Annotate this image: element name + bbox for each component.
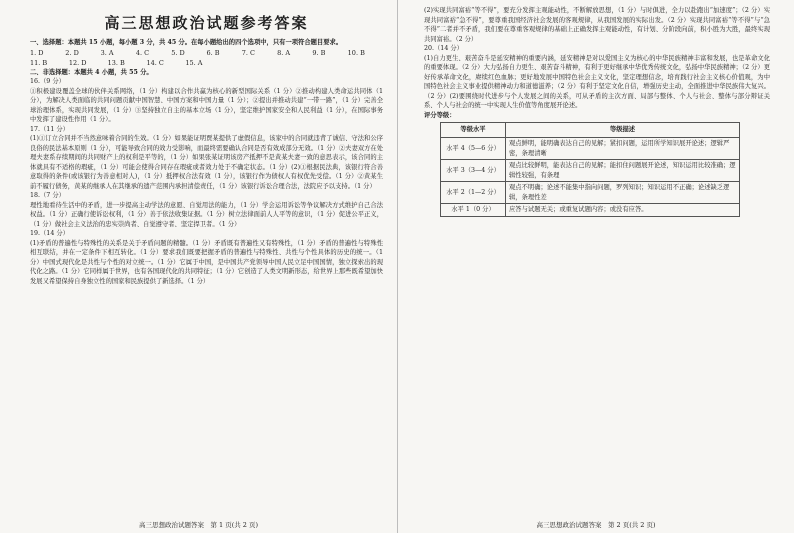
rubric-description: 观点鲜明，能明确表达自己的见解；紧扣问题，运用所学知识展开论述；逻辑严密，条理清晰 (506, 138, 740, 160)
answer-item: 8. A (277, 48, 291, 57)
rubric-header-desc: 等级描述 (506, 123, 740, 138)
q19-heading: 19.（14 分） (30, 230, 69, 237)
answer-row-2 (30, 58, 383, 68)
answer-item: 1. D (30, 48, 44, 57)
rubric-header-level: 等级水平 (441, 123, 506, 138)
q20-answer: (1)自力更生、艰苦奋斗是延安精神的重要内涵，延安精神是对以爱国主义为核心的中华民族精神丰富和发展，也是革命文化的重要体现。（2 分）大力弘扬自力更生、艰苦奋斗精神，有利于更好继承中华优秀传统文化，弘扬中华民族精神；（2 分）更好传承革命文化，赓续红色血脉；更好地发展中国特色社会主义文化，坚定理想信念，培育践行社会主义核心价值观，为中国特色社会主义事业提供精神动力和道德滋养；（2 分）有利于坚定文化自信，增强历史主动，全面推进中华民族伟大复兴。（2 分）(2)要围绕时代进步与个人发展之间的关系，可从矛盾的主次方面、局部与整体、个人与社会、整体与部分辩证关系、个人与社会的统一中实现人生价值等角度展开论述。 (424, 54, 770, 109)
rubric-level: 水平 3（3—4 分） (441, 160, 506, 182)
page-footer: 高三思想政治试题答案 第 1 页(共 2 页) (138, 521, 259, 529)
section1-heading: 一、选择题：本题共 15 小题，每小题 3 分，共 45 分。在每小题给出的四个选项中，只有一项符合题目要求。 (30, 39, 343, 46)
rubric-description: 观点比较鲜明，能表达自己的见解；能扣住问题展开论述，知识运用比较准确；逻辑性较强，有条理 (506, 160, 740, 182)
answer-item: 13. B (107, 58, 125, 67)
rubric-level: 水平 1（0 分） (441, 204, 506, 217)
answer-item: 5. D (171, 48, 185, 57)
rubric-row (441, 182, 740, 204)
answer-page-2 (398, 0, 794, 533)
rubric-row (441, 160, 740, 182)
rubric-level: 水平 4（5—6 分） (441, 138, 506, 160)
rubric-row (441, 204, 740, 217)
q18-answer: 理性地看待生活中的矛盾，进一步提高主动学法的意愿、自觉用法的能力，（1 分）学会运用诉讼等争议解决方式维护自己合法权益。（1 分）正确行使诉讼权利，（1 分）善于依法收集证据。（1 分）树立法律面前人人平等的意识，（1 分）促进公平正义，（1 分）做社会主义法治的忠实崇尚者、自觉遵守者、坚定捍卫者。（1 分） (30, 201, 383, 228)
q17-heading: 17.（11 分） (30, 125, 69, 133)
answer-item: 15. A (185, 58, 203, 67)
answer-item: 7. C (241, 48, 256, 57)
answer-row-1 (30, 48, 383, 58)
answer-item: 6. B (206, 48, 220, 57)
q16-heading: 16.（9 分） (30, 78, 65, 85)
page-footer: 高三思想政治试题答案 第 2 页(共 2 页) (536, 521, 656, 529)
answer-item: 12. D (68, 58, 87, 67)
document-title: 高三思想政治试题参考答案 (104, 14, 309, 32)
q16-answer: ①积极建设覆盖全球的伙伴关系网络，（1 分）构建以合作共赢为核心的新型国际关系（1 分）②推动构建人类命运共同体（1 分），为解决人类面临的共同问题贡献中国智慧、中国方案和中国力量（1 分）；②提出并推动共建“一带一路”，（1 分）完善全球治理体系，实现共同发展，（1 分）③坚持独立自主的基本立场（1 分），坚定维护国家安全和人民利益（1 分），在国际事务中发挥了建设性作用（1 分）。 (30, 87, 383, 123)
q19-answer-continued: (2)实现共同富裕“等不得”，要充分发挥主观能动性，不断解放思想，（1 分）与时俱进，全力以赴跑出“加速度”；（2 分）实现共同富裕“急不得”，要尊重我国经济社会发展的客观规律，从我国发展的实际出发。（2 分）实现共同富裕“等不得”与“急不得”二者并不矛盾，我们要在尊重客观规律的基础上正确发挥主观能动性，有计划、分阶段向前，积小胜为大胜，最终实现共同富裕。（2 分） (424, 7, 770, 43)
rubric-level: 水平 2（1—2 分） (441, 182, 506, 204)
rubric-description: 观点不明确；论述不能集中指向问题，罗列知识；知识运用不正确；论述缺乏逻辑，条理性差 (506, 182, 740, 204)
rubric-row (441, 138, 740, 160)
rubric-table (440, 122, 740, 217)
q17-answer: (1)①订立合同并不当然意味着合同的生效。（1 分）如果能证明贾某提供了虚假信息，该家中的合同就违背了诚信、守法和公序良俗的民法基本原则（1 分），可能导致合同的效力受影响，而最终需要确认合同是否有效成部分无效。（1 分）②夫妻双方在处理夫妻系存续期间的共同财产上的权利是平等的，（1 分）如果张某证明该房产抵押不是黄某夫妻一致的意思表示，该合同的主体就具有不适格的瑕疵，（1 分）可能会使得合同存在瑕疵或者效力处于不确定状态。（1 分）(2)①根据民法典，该银行符合善意取得的条件(或该银行为善意相对人)，（1 分）抵押权合法有效（1 分），该银行作为债权人有权优先受偿。（1 分）②黄某生前不履行债务，黄某的继承人在其继承的遗产范围内承担清偿责任，（1 分）该银行诉讼合理合法，法院应予以支持。（1 分） (30, 135, 383, 190)
rubric-label: 评分等级： (424, 111, 456, 119)
answer-item: 9. B (312, 48, 326, 57)
answer-item: 14. C (146, 58, 164, 67)
q19-answer: (1)矛盾的普遍性与特殊性的关系是关于矛盾问题的精髓。（1 分）矛盾既有普遍性又有特殊性，（1 分）矛盾的普遍性与特殊性相互联结，并在一定条件下相互转化。（1 分）要求我们既要把握矛盾的普遍性与特殊性、共性与个性具体的历史的统一。（1 分）中国式现代化是共性与个性的对立统一。（1 分）它属于中国，是中国共产党领导中国人民立足中国国情，独立探索出的现代化之路。（1 分）它同样属于世界，也有各国现代化的共同特征；（1 分）它创造了人类文明新形态，给世界上那些既希望加快发展又希望保持自身独立性的国家和民族提供了新选择。（1 分） (30, 239, 383, 285)
answer-item: 2. D (65, 48, 79, 57)
answer-item: 3. A (100, 48, 114, 57)
answer-item: 11. B (30, 58, 48, 67)
rubric-description: 应答与试题无关；或重复试题内容；或没有应答。 (506, 204, 740, 217)
answer-item: 10. B (347, 48, 365, 57)
q20-heading: 20.（14 分） (424, 45, 463, 52)
section2-heading: 二、非选择题：本题共 4 小题，共 55 分。 (30, 68, 153, 76)
q18-heading: 18.（7 分） (30, 192, 65, 199)
answer-item: 4. C (135, 48, 150, 57)
rubric-header-row (441, 123, 740, 138)
